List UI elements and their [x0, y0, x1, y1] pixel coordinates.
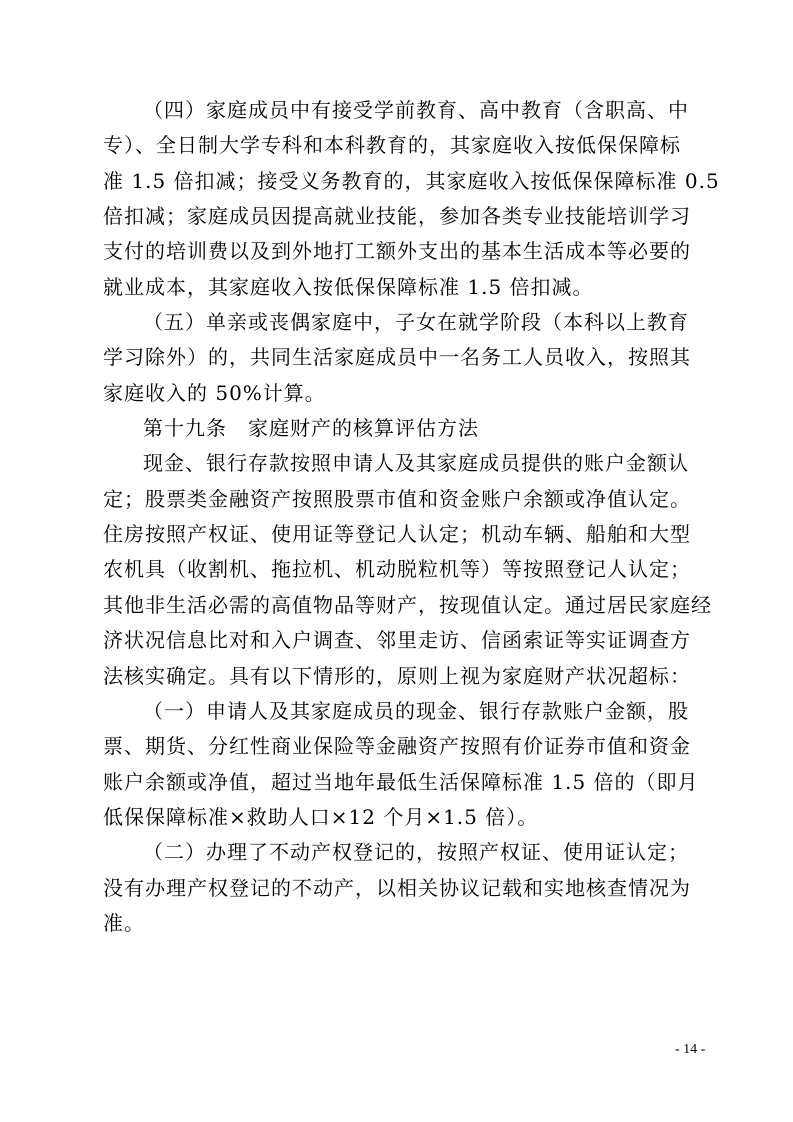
paragraph-line: （四）家庭成员中有接受学前教育、高中教育（含职高、中 — [143, 98, 689, 122]
paragraph-line: 济状况信息比对和入户调查、邻里走访、信函索证等实证调查方 — [103, 628, 691, 653]
paragraph-line: 现金、银行存款按照申请人及其家庭成员提供的账户金额认 — [143, 451, 689, 476]
paragraph-line: 定；股票类金融资产按照股票市值和资金账户余额或净值认定。 — [103, 486, 691, 511]
paragraph-line: 准 1.5 倍扣减；接受义务教育的，其家庭收入按低保保障标准 0.5 — [103, 168, 720, 193]
paragraph-line: 其他非生活必需的高值物品等财产，按现值认定。通过居民家庭经 — [103, 592, 712, 617]
paragraph-line: 支付的培训费以及到外地打工额外支出的基本生活成本等必要的 — [103, 239, 691, 264]
paragraph-line: 住房按照产权证、使用证等登记人认定；机动车辆、船舶和大型 — [103, 522, 691, 547]
paragraph-line: （五）单亲或丧偶家庭中，子女在就学阶段（本科以上教育 — [143, 310, 689, 335]
article-heading: 第十九条 家庭财产的核算评估方法 — [143, 416, 479, 441]
paragraph-line: 就业成本，其家庭收入按低保保障标准 1.5 倍扣减。 — [103, 274, 594, 299]
paragraph-line: 没有办理产权登记的不动产，以相关协议记载和实地核查情况为 — [103, 875, 691, 900]
paragraph-line: 农机具（收割机、拖拉机、机动脱粒机等）等按照登记人认定； — [103, 557, 691, 582]
paragraph-line: 家庭收入的 50%计算。 — [103, 380, 326, 405]
paragraph-line: 票、期货、分红性商业保险等金融资产按照有价证券市值和资金 — [103, 734, 691, 759]
paragraph-line: 学习除外）的，共同生活家庭成员中一名务工人员收入，按照其 — [103, 345, 691, 370]
page-number: - 14 - — [675, 1042, 706, 1057]
paragraph-line: 低保保障标准×救助人口×12 个月×1.5 倍）。 — [103, 804, 539, 829]
paragraph-line: 准。 — [103, 910, 145, 935]
document-body — [103, 98, 720, 948]
paragraph-line: （一）申请人及其家庭成员的现金、银行存款账户金额，股 — [143, 698, 689, 723]
paragraph-line: 法核实确定。具有以下情形的，原则上视为家庭财产状况超标： — [103, 663, 691, 688]
paragraph-line: 专）、全日制大学专科和本科教育的，其家庭收入按低保保障标 — [103, 133, 681, 158]
paragraph-line: （二）办理了不动产权登记的，按照产权证、使用证认定； — [143, 840, 689, 865]
paragraph-line: 账户余额或净值，超过当地年最低生活保障标准 1.5 倍的（即月 — [103, 769, 699, 794]
paragraph-line: 倍扣减；家庭成员因提高就业技能，参加各类专业技能培训学习 — [103, 204, 691, 229]
